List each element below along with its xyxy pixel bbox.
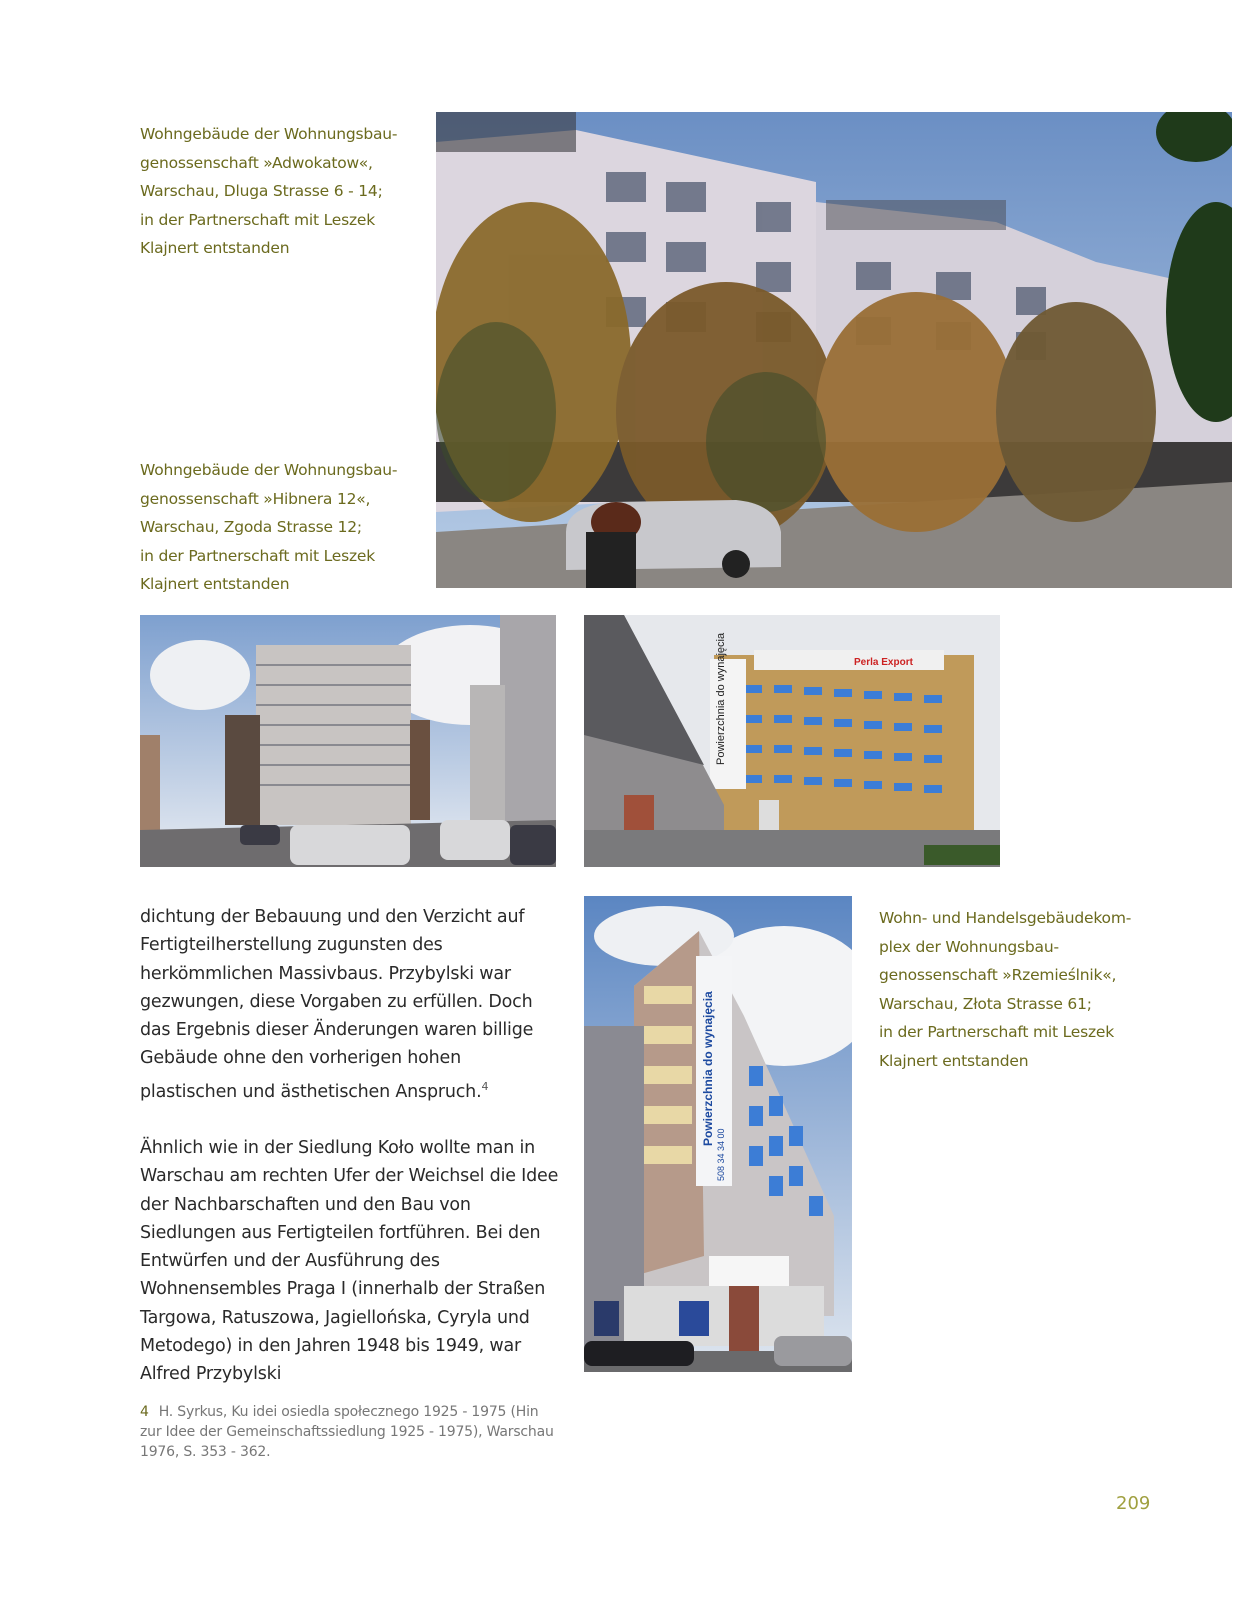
banner-main-text: Powierzchnia do wynajęcia bbox=[715, 632, 727, 765]
body-paragraph-2: Ähnlich wie in der Siedlung Koło wollte man in Warschau am rechten Ufer der Weichsel die Idee der Nachbarschaften und den Bau von Siedlungen aus Fertigteilen fortführen. Bei den Entwürfen und der Ausführung des Wohnensembles Praga I (innerhalb der Straßen Targowa, Ratuszowa, Jagiellońska, Cyryla und Metodego) in den Jahren 1948 bis 1949, war Alfred Przybylski bbox=[140, 1137, 559, 1385]
caption-adwokatow: Wohngebäude der Wohnungsbau- genossenschaft »Adwokatow«, Warschau, Dluga Strasse 6 - 14; in der Partnerschaft mit Leszek Klajnert entstanden bbox=[140, 125, 398, 257]
page-number: 209 bbox=[1116, 1493, 1151, 1514]
footnote-number: 4 bbox=[140, 1404, 149, 1420]
photo-zlota-complex bbox=[584, 615, 1000, 867]
footnote-ref[interactable]: 4 bbox=[481, 1079, 489, 1093]
photo-adwokatow-building bbox=[436, 112, 1232, 588]
body-paragraph-1: dichtung der Bebauung und den Verzicht auf Fertigteilherstellung zugunsten des herkömmlichen Massivbaus. Przybylski war gezwungen, diese Vorgaben zu erfüllen. Doch das Ergebnis dieser Änderungen waren billige Gebäude ohne den vorherigen hohen plastischen und ästhetischen Anspruch.$^4$ bbox=[140, 907, 534, 1102]
photo-hibnera-building bbox=[140, 615, 556, 867]
footnote-text: H. Syrkus, Ku idei osiedla społecznego 1925 - 1975 (Hin zur Idee der Gemeinschaftssiedlung 1925 - 1975), Warschau 1976, S. 353 - 362. bbox=[140, 1404, 554, 1460]
caption-rzemieslnik: Wohn- und Handelsgebäudekom- plex der Wohnungsbau- genossenschaft »Rzemieślnik«, Warschau, Złota Strasse 61; in der Partnerschaft mit Leszek Klajnert entstanden bbox=[879, 909, 1132, 1070]
banner-tower-text: Powierzchnia do wynajęcia bbox=[701, 991, 715, 1146]
banner-phone-text: 508 34 34 00 bbox=[716, 1128, 726, 1181]
caption-hibnera: Wohngebäude der Wohnungsbau- genossenschaft »Hibnera 12«, Warschau, Zgoda Strasse 12; in der Partnerschaft mit Leszek Klajnert entstanden bbox=[140, 461, 398, 593]
photo-rzemieslnik-tower bbox=[584, 896, 852, 1372]
footnote bbox=[140, 1402, 555, 1462]
roof-sign-text: Perla Export bbox=[854, 657, 913, 668]
body-text-column bbox=[140, 903, 560, 1389]
